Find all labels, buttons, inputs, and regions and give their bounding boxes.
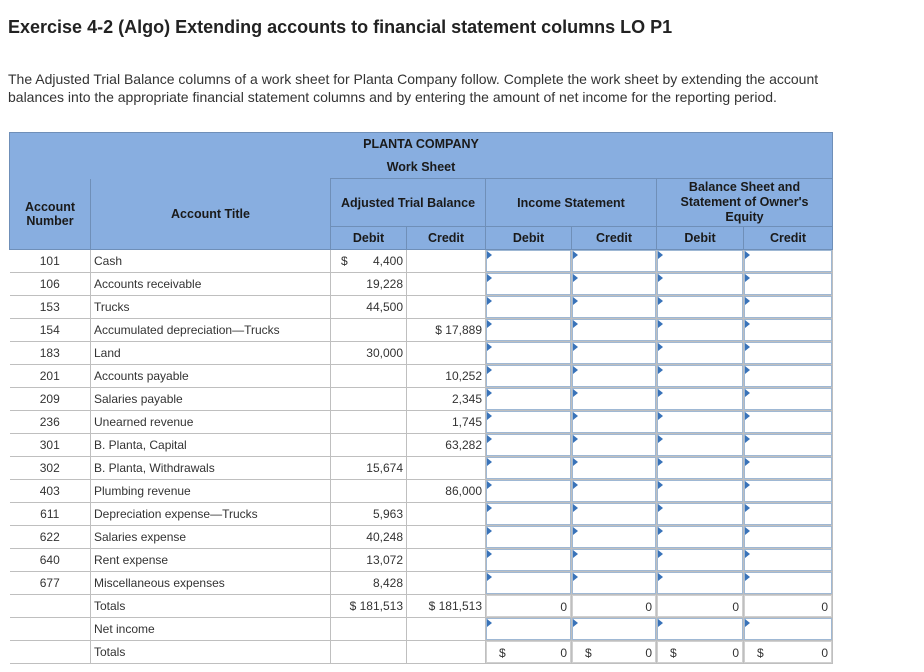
account-row — [10, 411, 833, 434]
is-debit-input[interactable] — [486, 319, 572, 342]
input-marker-icon — [487, 527, 492, 535]
account-title: Rent expense — [91, 549, 331, 572]
is-debit-input[interactable] — [486, 457, 572, 480]
bs-credit-input[interactable] — [744, 549, 833, 572]
input-marker-icon — [487, 320, 492, 328]
input-marker-icon — [487, 343, 492, 351]
col-is-credit: Credit — [572, 227, 657, 250]
account-number: 301 — [10, 434, 91, 457]
bs-credit-input[interactable] — [744, 503, 833, 526]
input-marker-icon — [658, 274, 663, 282]
adj-credit-value — [407, 250, 486, 273]
instructions-line-2: balances into the appropriate financial statement columns and by entering the amount of net income for the reporting period. — [8, 89, 777, 105]
input-marker-icon — [745, 435, 750, 443]
adj-debit-total: $ 181,513 — [331, 595, 407, 618]
input-marker-icon — [658, 527, 663, 535]
adj-credit-value — [407, 296, 486, 319]
input-marker-icon — [487, 458, 492, 466]
adj-credit-total: $ 181,513 — [407, 595, 486, 618]
input-marker-icon — [658, 458, 663, 466]
col-is-debit: Debit — [486, 227, 572, 250]
input-marker-icon — [745, 389, 750, 397]
adj-credit-value — [407, 273, 486, 296]
final-totals-row — [10, 641, 833, 664]
bs-debit-input[interactable] — [657, 503, 744, 526]
account-title: Accounts receivable — [91, 273, 331, 296]
bs-credit-input[interactable] — [744, 411, 833, 434]
input-marker-icon — [487, 481, 492, 489]
account-title: Unearned revenue — [91, 411, 331, 434]
is-credit-input[interactable] — [572, 457, 657, 480]
input-marker-icon — [573, 458, 578, 466]
account-title: Plumbing revenue — [91, 480, 331, 503]
is-debit-input[interactable] — [486, 411, 572, 434]
input-marker-icon — [745, 458, 750, 466]
is-debit-input[interactable] — [486, 526, 572, 549]
adj-debit-value: $ 4,400 — [331, 250, 407, 273]
account-row — [10, 365, 833, 388]
bs-debit-input[interactable] — [657, 457, 744, 480]
page-title: Exercise 4-2 (Algo) Extending accounts to financial statement columns LO P1 — [8, 17, 673, 37]
col-adj-credit: Credit — [407, 227, 486, 250]
account-row — [10, 549, 833, 572]
input-marker-icon — [487, 389, 492, 397]
account-row — [10, 503, 833, 526]
company-name: PLANTA COMPANY — [10, 133, 833, 156]
adj-debit-value: 15,674 — [331, 457, 407, 480]
is-debit-input[interactable] — [486, 434, 572, 457]
account-row — [10, 480, 833, 503]
is-debit-input[interactable] — [486, 296, 572, 319]
is-credit-input[interactable] — [572, 480, 657, 503]
account-number: 183 — [10, 342, 91, 365]
input-marker-icon — [658, 389, 663, 397]
is-credit-input[interactable] — [572, 319, 657, 342]
account-row — [10, 273, 833, 296]
account-row — [10, 296, 833, 319]
account-number: 622 — [10, 526, 91, 549]
is-credit-total: 0 — [572, 595, 657, 618]
input-marker-icon — [658, 550, 663, 558]
input-marker-icon — [573, 435, 578, 443]
adj-debit-value: 44,500 — [331, 296, 407, 319]
account-row — [10, 250, 833, 273]
input-marker-icon — [658, 573, 663, 581]
account-title: Miscellaneous expenses — [91, 572, 331, 595]
input-marker-icon — [487, 251, 492, 259]
is-credit-input[interactable] — [572, 273, 657, 296]
instructions-line-1: The Adjusted Trial Balance columns of a work sheet for Planta Company follow. Complete the work sheet by extending the account — [8, 71, 819, 87]
bs-debit-input[interactable] — [657, 480, 744, 503]
is-debit-input[interactable] — [486, 572, 572, 595]
is-credit-input[interactable] — [572, 549, 657, 572]
adj-credit-value — [407, 503, 486, 526]
account-title: Trucks — [91, 296, 331, 319]
is-credit-input[interactable] — [572, 342, 657, 365]
adj-debit-value: 13,072 — [331, 549, 407, 572]
is-credit-input[interactable] — [572, 434, 657, 457]
input-marker-icon — [487, 412, 492, 420]
input-marker-icon — [573, 274, 578, 282]
bs-credit-input[interactable] — [744, 296, 833, 319]
adj-credit-value: $ 17,889 — [407, 319, 486, 342]
net-income-bs-debit-input[interactable] — [657, 618, 744, 641]
adj-debit-value: 30,000 — [331, 342, 407, 365]
bs-debit-input[interactable] — [657, 365, 744, 388]
account-title: B. Planta, Withdrawals — [91, 457, 331, 480]
col-adjusted-trial-balance: Adjusted Trial Balance — [331, 179, 486, 227]
adj-credit-value — [407, 526, 486, 549]
input-marker-icon — [745, 251, 750, 259]
is-debit-input[interactable] — [486, 549, 572, 572]
input-marker-icon — [573, 412, 578, 420]
bs-debit-input[interactable] — [657, 526, 744, 549]
is-debit-input[interactable] — [486, 503, 572, 526]
account-number: 106 — [10, 273, 91, 296]
account-number: 153 — [10, 296, 91, 319]
adj-debit-value — [331, 365, 407, 388]
is-credit-input[interactable] — [572, 411, 657, 434]
input-marker-icon — [573, 366, 578, 374]
account-number: 403 — [10, 480, 91, 503]
bs-credit-input[interactable] — [744, 480, 833, 503]
net-income-row — [10, 618, 833, 641]
adj-debit-value — [331, 434, 407, 457]
is-debit-total: 0 — [486, 595, 572, 618]
is-credit-input[interactable] — [572, 365, 657, 388]
bs-credit-input[interactable] — [744, 572, 833, 595]
input-marker-icon — [658, 412, 663, 420]
adj-debit-value — [331, 388, 407, 411]
bs-debit-total: 0 — [657, 595, 744, 618]
is-debit-input[interactable] — [486, 250, 572, 273]
input-marker-icon — [573, 320, 578, 328]
bs-debit-input[interactable] — [657, 319, 744, 342]
input-marker-icon — [487, 435, 492, 443]
account-number: 611 — [10, 503, 91, 526]
bs-debit-input[interactable] — [657, 250, 744, 273]
input-marker-icon — [487, 297, 492, 305]
adj-credit-value: 63,282 — [407, 434, 486, 457]
col-bs-debit: Debit — [657, 227, 744, 250]
totals-label: Totals — [91, 595, 331, 618]
is-debit-input[interactable] — [486, 273, 572, 296]
bs-debit-input[interactable] — [657, 434, 744, 457]
account-row — [10, 319, 833, 342]
col-income-statement: Income Statement — [486, 179, 657, 227]
account-row — [10, 572, 833, 595]
input-marker-icon — [573, 297, 578, 305]
work-sheet-table — [9, 132, 833, 664]
account-number: 101 — [10, 250, 91, 273]
adj-debit-value: 8,428 — [331, 572, 407, 595]
final-is-debit-total: $ 0 — [486, 641, 572, 664]
is-debit-input[interactable] — [486, 388, 572, 411]
col-account-number: Account Number — [10, 179, 91, 250]
net-income-is-debit-input[interactable] — [486, 618, 572, 641]
input-marker-icon — [573, 550, 578, 558]
input-marker-icon — [745, 527, 750, 535]
bs-credit-input[interactable] — [744, 526, 833, 549]
net-income-is-credit-input[interactable] — [572, 618, 657, 641]
bs-debit-input[interactable] — [657, 411, 744, 434]
is-debit-input[interactable] — [486, 365, 572, 388]
input-marker-icon — [487, 274, 492, 282]
input-marker-icon — [658, 435, 663, 443]
input-marker-icon — [487, 573, 492, 581]
adj-debit-value — [331, 411, 407, 434]
input-marker-icon — [658, 297, 663, 305]
account-title: Cash — [91, 250, 331, 273]
is-credit-input[interactable] — [572, 296, 657, 319]
adj-debit-value — [331, 480, 407, 503]
sheet-name: Work Sheet — [10, 156, 833, 179]
adj-credit-value: 2,345 — [407, 388, 486, 411]
is-credit-input[interactable] — [572, 250, 657, 273]
adj-debit-value: 5,963 — [331, 503, 407, 526]
input-marker-icon — [745, 366, 750, 374]
bs-credit-total: 0 — [744, 595, 833, 618]
col-bs-credit: Credit — [744, 227, 833, 250]
account-title: B. Planta, Capital — [91, 434, 331, 457]
account-row — [10, 434, 833, 457]
bs-credit-input[interactable] — [744, 273, 833, 296]
input-marker-icon — [745, 412, 750, 420]
is-credit-input[interactable] — [572, 526, 657, 549]
input-marker-icon — [487, 366, 492, 374]
bs-credit-input[interactable] — [744, 434, 833, 457]
account-row — [10, 388, 833, 411]
is-debit-input[interactable] — [486, 480, 572, 503]
input-marker-icon — [573, 389, 578, 397]
input-marker-icon — [573, 481, 578, 489]
bs-credit-input[interactable] — [744, 250, 833, 273]
adj-credit-value — [407, 457, 486, 480]
input-marker-icon — [573, 343, 578, 351]
account-title: Accumulated depreciation—Trucks — [91, 319, 331, 342]
bs-credit-input[interactable] — [744, 388, 833, 411]
input-marker-icon — [745, 550, 750, 558]
input-marker-icon — [658, 366, 663, 374]
totals-row — [10, 595, 833, 618]
bs-debit-input[interactable] — [657, 296, 744, 319]
bs-credit-input[interactable] — [744, 457, 833, 480]
input-marker-icon — [573, 573, 578, 581]
is-credit-input[interactable] — [572, 503, 657, 526]
account-title: Land — [91, 342, 331, 365]
account-row — [10, 526, 833, 549]
account-title: Depreciation expense—Trucks — [91, 503, 331, 526]
bs-credit-input[interactable] — [744, 342, 833, 365]
bs-debit-input[interactable] — [657, 388, 744, 411]
input-marker-icon — [658, 504, 663, 512]
adj-debit-value: 19,228 — [331, 273, 407, 296]
account-row — [10, 342, 833, 365]
input-marker-icon — [487, 550, 492, 558]
input-marker-icon — [745, 504, 750, 512]
adj-credit-value — [407, 572, 486, 595]
bs-debit-input[interactable] — [657, 273, 744, 296]
col-balance-sheet: Balance Sheet and Statement of Owner's Equity — [657, 179, 833, 227]
account-row — [10, 457, 833, 480]
final-bs-credit-total: $ 0 — [744, 641, 833, 664]
input-marker-icon — [745, 343, 750, 351]
adj-credit-value — [407, 342, 486, 365]
final-totals-label: Totals — [91, 641, 331, 664]
account-title: Accounts payable — [91, 365, 331, 388]
bs-credit-input[interactable] — [744, 365, 833, 388]
account-number: 677 — [10, 572, 91, 595]
is-credit-input[interactable] — [572, 388, 657, 411]
input-marker-icon — [487, 504, 492, 512]
bs-debit-input[interactable] — [657, 572, 744, 595]
col-account-title: Account Title — [91, 179, 331, 250]
bs-credit-input[interactable] — [744, 319, 833, 342]
adj-credit-value — [407, 549, 486, 572]
is-credit-input[interactable] — [572, 572, 657, 595]
input-marker-icon — [745, 481, 750, 489]
input-marker-icon — [658, 251, 663, 259]
input-marker-icon — [745, 573, 750, 581]
instructions — [8, 70, 924, 106]
account-title: Salaries expense — [91, 526, 331, 549]
currency-symbol: $ — [341, 254, 348, 268]
account-number: 201 — [10, 365, 91, 388]
adj-credit-value: 10,252 — [407, 365, 486, 388]
account-title: Salaries payable — [91, 388, 331, 411]
input-marker-icon — [573, 504, 578, 512]
input-marker-icon — [745, 274, 750, 282]
net-income-bs-credit-input[interactable] — [744, 618, 833, 641]
adj-credit-value: 1,745 — [407, 411, 486, 434]
input-marker-icon — [573, 527, 578, 535]
final-is-credit-total: $ 0 — [572, 641, 657, 664]
account-number: 302 — [10, 457, 91, 480]
input-marker-icon — [745, 297, 750, 305]
bs-debit-input[interactable] — [657, 549, 744, 572]
adj-credit-value: 86,000 — [407, 480, 486, 503]
account-number: 209 — [10, 388, 91, 411]
input-marker-icon — [658, 320, 663, 328]
bs-debit-input[interactable] — [657, 342, 744, 365]
net-income-label: Net income — [91, 618, 331, 641]
input-marker-icon — [658, 481, 663, 489]
account-number: 640 — [10, 549, 91, 572]
input-marker-icon — [658, 343, 663, 351]
input-marker-icon — [573, 251, 578, 259]
adj-debit-value: 40,248 — [331, 526, 407, 549]
is-debit-input[interactable] — [486, 342, 572, 365]
col-adj-debit: Debit — [331, 227, 407, 250]
input-marker-icon — [745, 320, 750, 328]
final-bs-debit-total: $ 0 — [657, 641, 744, 664]
account-number: 236 — [10, 411, 91, 434]
adj-debit-value — [331, 319, 407, 342]
account-number: 154 — [10, 319, 91, 342]
